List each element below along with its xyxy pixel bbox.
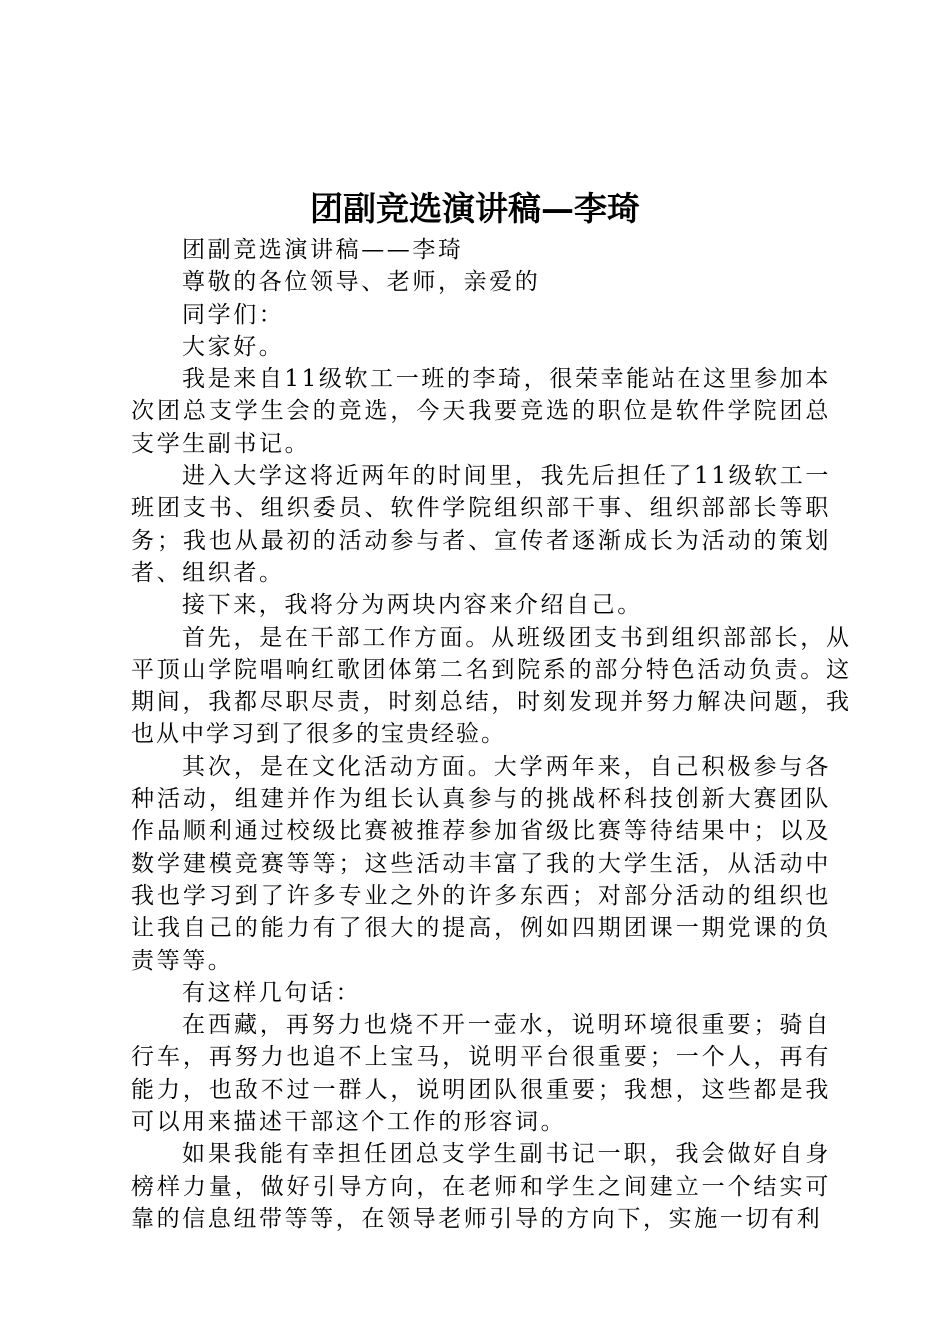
paragraph-experience: 进入大学这将近两年的时间里，我先后担任了11级软工一班团支书、组织委员、软件学院组织部干事、组织部部长等职务；我也从最初的活动参与者、宣传者逐渐成长为活动的策划者、组织者。 — [131, 463, 831, 586]
paragraph-quote: 在西藏，再努力也烧不开一壶水，说明环境很重要；骑自行车，再努力也追不上宝马，说明平台很重要；一个人，再有能力，也敌不过一群人，说明团队很重要；我想，这些都是我可以用来描述干部这个工作的形容词。 — [131, 1012, 831, 1136]
paragraph-outline: 接下来，我将分为两块内容来介绍自己。 — [182, 592, 643, 619]
paragraph-quote-intro: 有这样几句话： — [182, 979, 362, 1006]
document-body — [131, 234, 851, 1235]
paragraph-salutation: 尊敬的各位领导、老师，亲爱的 — [182, 269, 541, 296]
paragraph-greeting: 大家好。 — [182, 333, 285, 360]
paragraph-cultural-activities: 其次，是在文化活动方面。大学两年来，自己积极参与各种活动，组建并作为组长认真参与的挑战杯科技创新大赛团队作品顺利通过校级比赛被推荐参加省级比赛等待结果中；以及数学建模竞赛等等；这些活动丰富了我的大学生活，从活动中我也学习到了许多专业之外的许多东西；对部分活动的组织也让我自己的能力有了很大的提高，例如四期团课一期党课的负责等等。 — [131, 753, 831, 974]
paragraph-cadre-work: 首先，是在干部工作方面。从班级团支书到组织部部长，从平顶山学院唱响红歌团体第二名到院系的部分特色活动负责。这期间，我都尽职尽责，时刻总结，时刻发现并努力解决问题，我也从中学习到了很多的宝贵经验。 — [131, 624, 851, 748]
paragraph-commitment: 如果我能有幸担任团总支学生副书记一职，我会做好自身榜样力量，做好引导方向，在老师和学生之间建立一个结实可靠的信息纽带等等，在领导老师引导的方向下，实施一切有利 — [131, 1141, 831, 1232]
document-title: 团副竞选演讲稿—李琦 — [310, 189, 640, 228]
paragraph-introduction: 我是来自11级软工一班的李琦，很荣幸能站在这里参加本次团总支学生会的竞选，今天我要竞选的职位是软件学院团总支学生副书记。 — [131, 366, 831, 457]
paragraph-subtitle: 团副竞选演讲稿——李琦 — [182, 237, 464, 263]
paragraph-salutation-continued: 同学们： — [182, 301, 285, 328]
